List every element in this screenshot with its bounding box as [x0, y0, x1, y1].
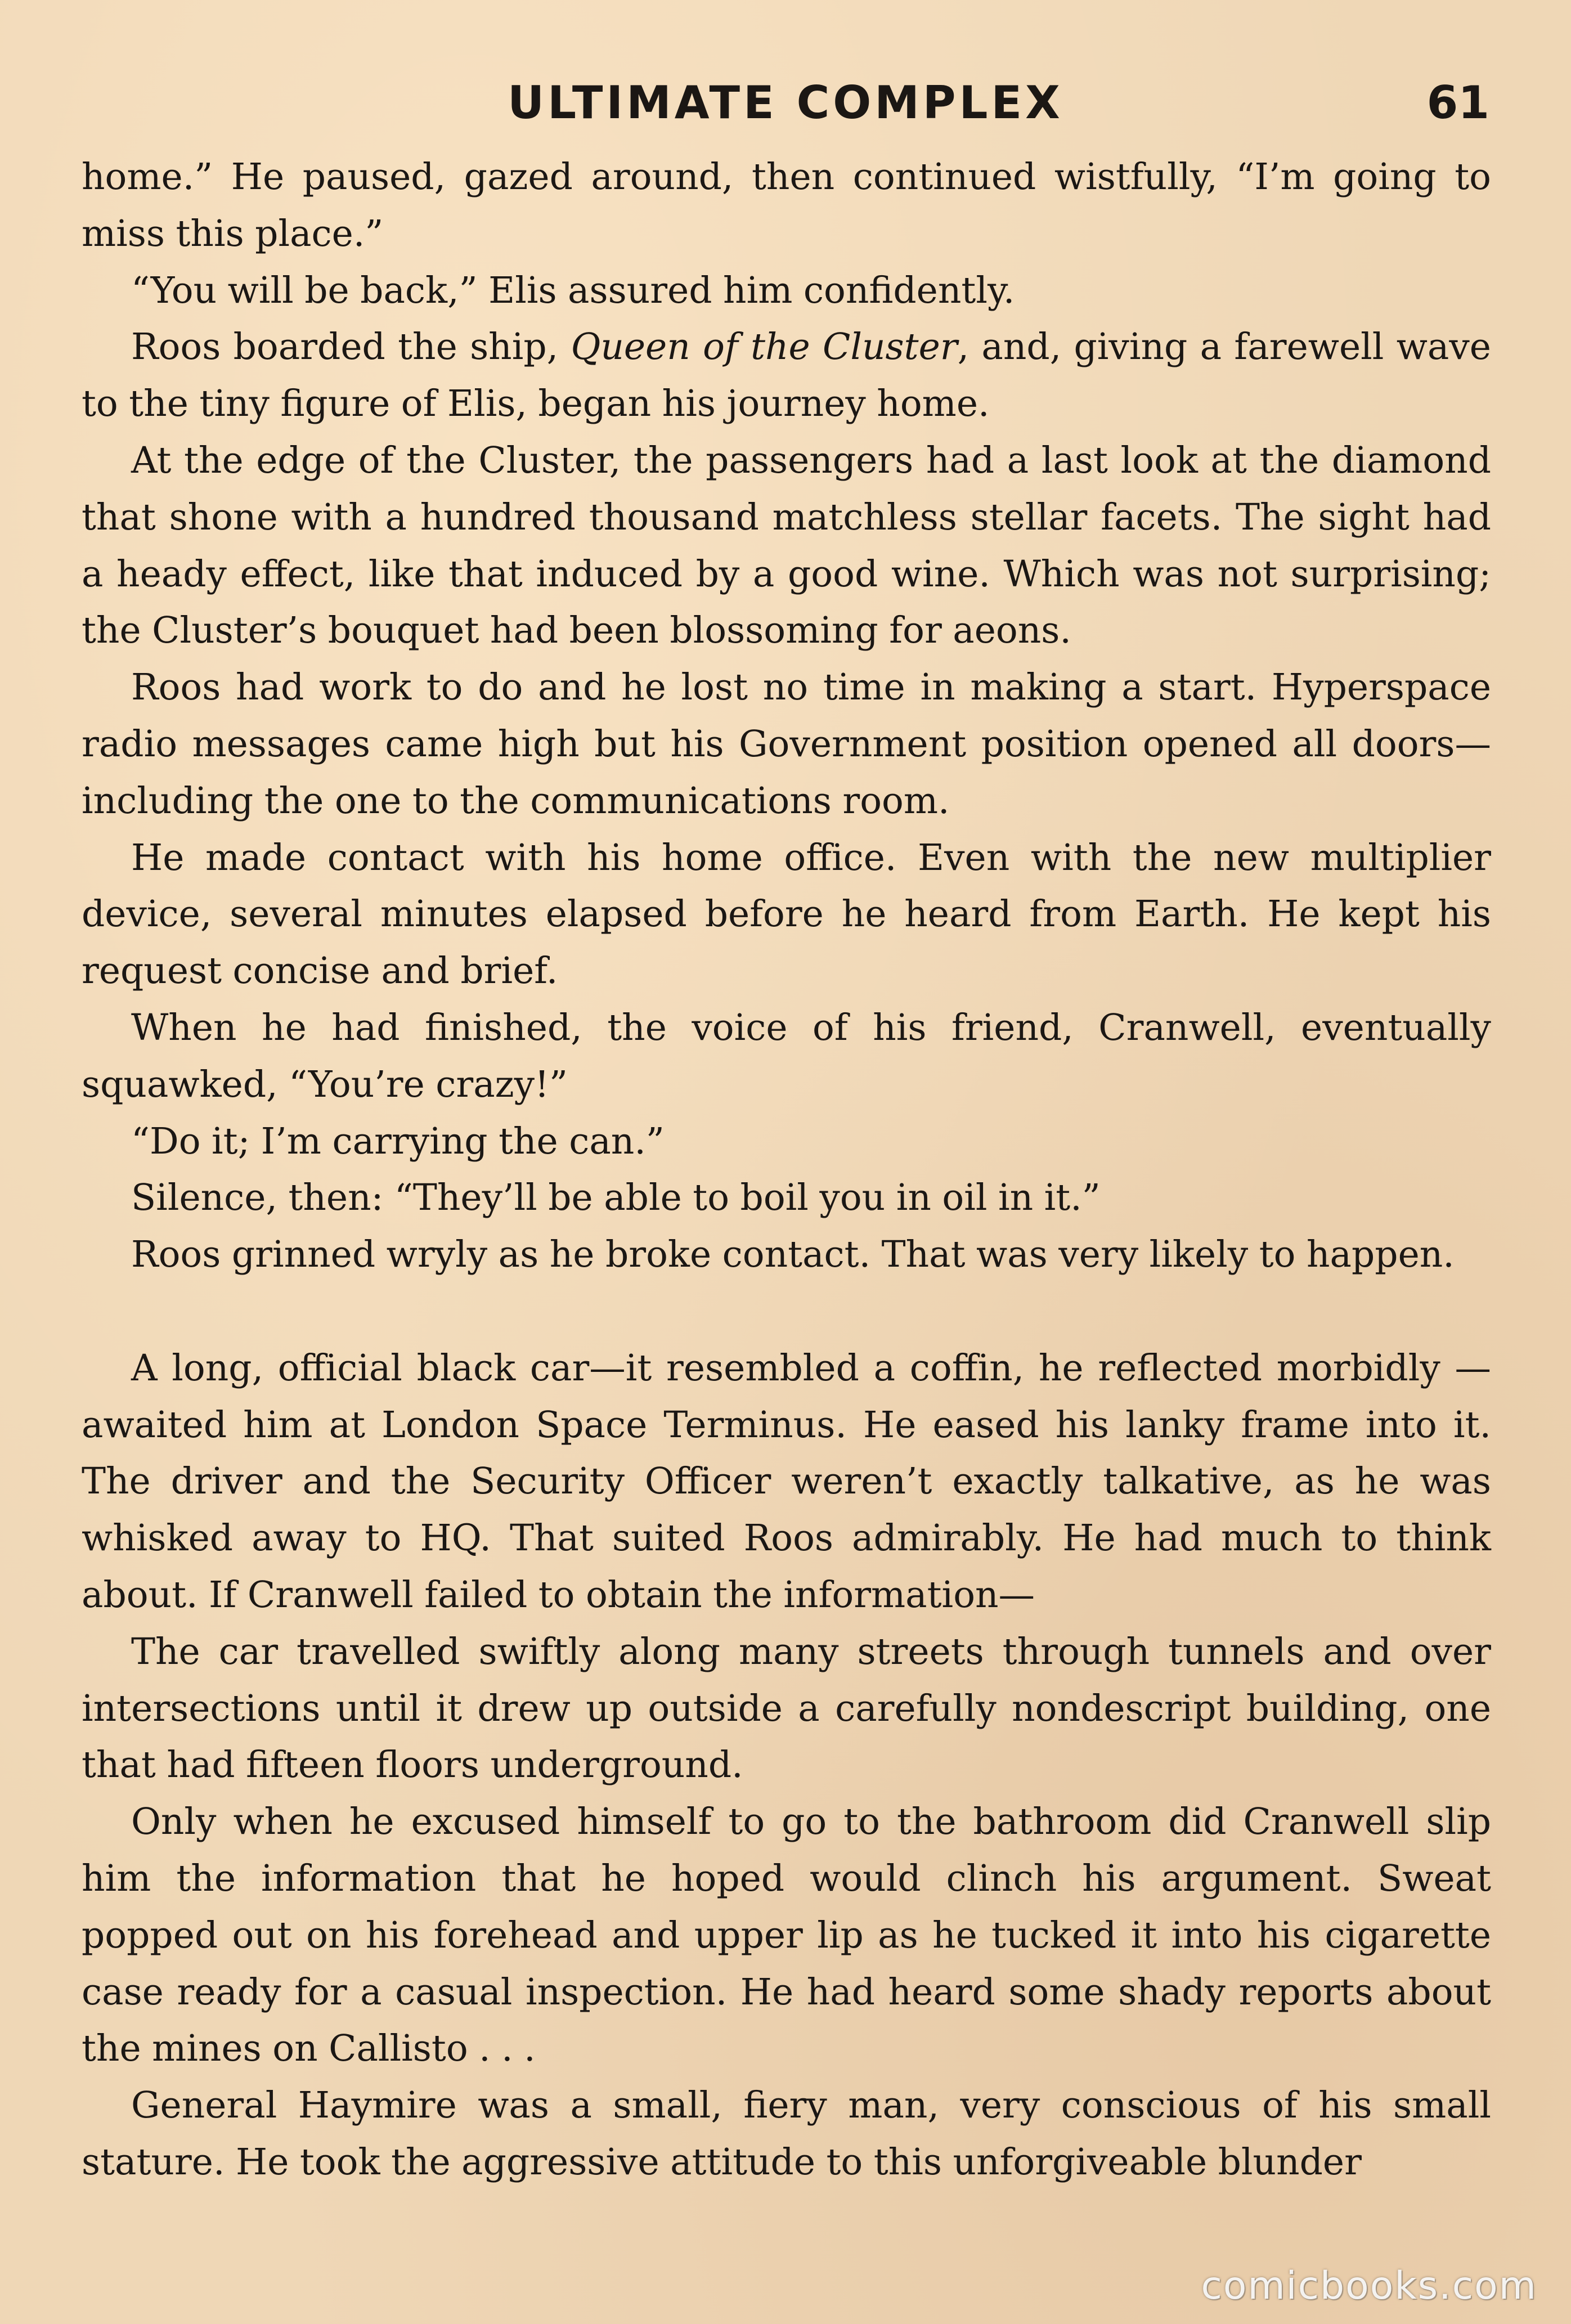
paragraph: He made contact with his home office. Even with the new multiplier device, several minutes elapsed before he heard from Earth. He kept his request concise and brief.: [82, 836, 1491, 993]
paragraph: At the edge of the Cluster, the passengers had a last look at the diamond that shone with a hundred thousand matchless stellar facets. The sight had a heady effect, like that induced by a good wine. Which was not surprising; the Cluster’s bouquet had been blossoming for aeons.: [82, 439, 1491, 652]
paragraph-text: , and, giving a farewell wave to the tiny figure of Elis, began his journey home.: [82, 326, 1491, 425]
watermark: comicbooks.com: [1201, 2264, 1537, 2308]
paragraph: Only when he excused himself to go to the bathroom did Cranwell slip him the information that he hoped would clinch his argument. Sweat popped out on his forehead and upper lip as he tucked it into his cigarette case ready for a casual inspection. He had heard some shady reports about the mines on Callisto . . .: [82, 1801, 1491, 2070]
body-text: [82, 149, 1491, 2191]
paragraph: “You will be back,” Elis assured him confidently.: [131, 269, 1015, 312]
paragraph: General Haymire was a small, fiery man, very conscious of his small stature. He took the aggressive attitude to this unforgiveable blunder: [82, 2084, 1491, 2183]
paragraph-text: Roos boarded the ship,: [131, 326, 571, 369]
paragraph: “Do it; I’m carrying the can.”: [131, 1120, 665, 1163]
page-number: 61: [1426, 77, 1489, 129]
paragraph: Roos had work to do and he lost no time in making a start. Hyperspace radio messages came high but his Government position opened all doors—including the one to the communications room.: [82, 666, 1491, 822]
paragraph: [82, 319, 1491, 433]
paragraph: Roos grinned wryly as he broke contact. That was very likely to happen.: [131, 1233, 1455, 1276]
paragraph: A long, official black car—it resembled a coffin, he reflected morbidly —awaited him at London Space Terminus. He eased his lanky frame into it. The driver and the Security Officer weren’t exactly talkative, as he was whisked away to HQ. That suited Roos admirably. He had much to think about. If Cranwell failed to obtain the information—: [82, 1347, 1491, 1616]
page-header: [82, 72, 1489, 134]
section-break: [82, 1284, 1491, 1340]
paragraph: home.” He paused, gazed around, then continued wistfully, “I’m going to miss this place.”: [82, 156, 1491, 255]
paragraph: Silence, then: “They’ll be able to boil you in oil in it.”: [131, 1177, 1101, 1219]
running-title: ULTIMATE COMPLEX: [508, 77, 1063, 129]
paragraph: When he had finished, the voice of his friend, Cranwell, eventually squawked, “You’re crazy!”: [82, 1006, 1491, 1106]
ship-name: Queen of the Cluster: [571, 326, 958, 369]
paragraph: The car travelled swiftly along many streets through tunnels and over intersections until it drew up outside a carefully nondescript building, one that had fifteen floors underground.: [82, 1630, 1491, 1787]
